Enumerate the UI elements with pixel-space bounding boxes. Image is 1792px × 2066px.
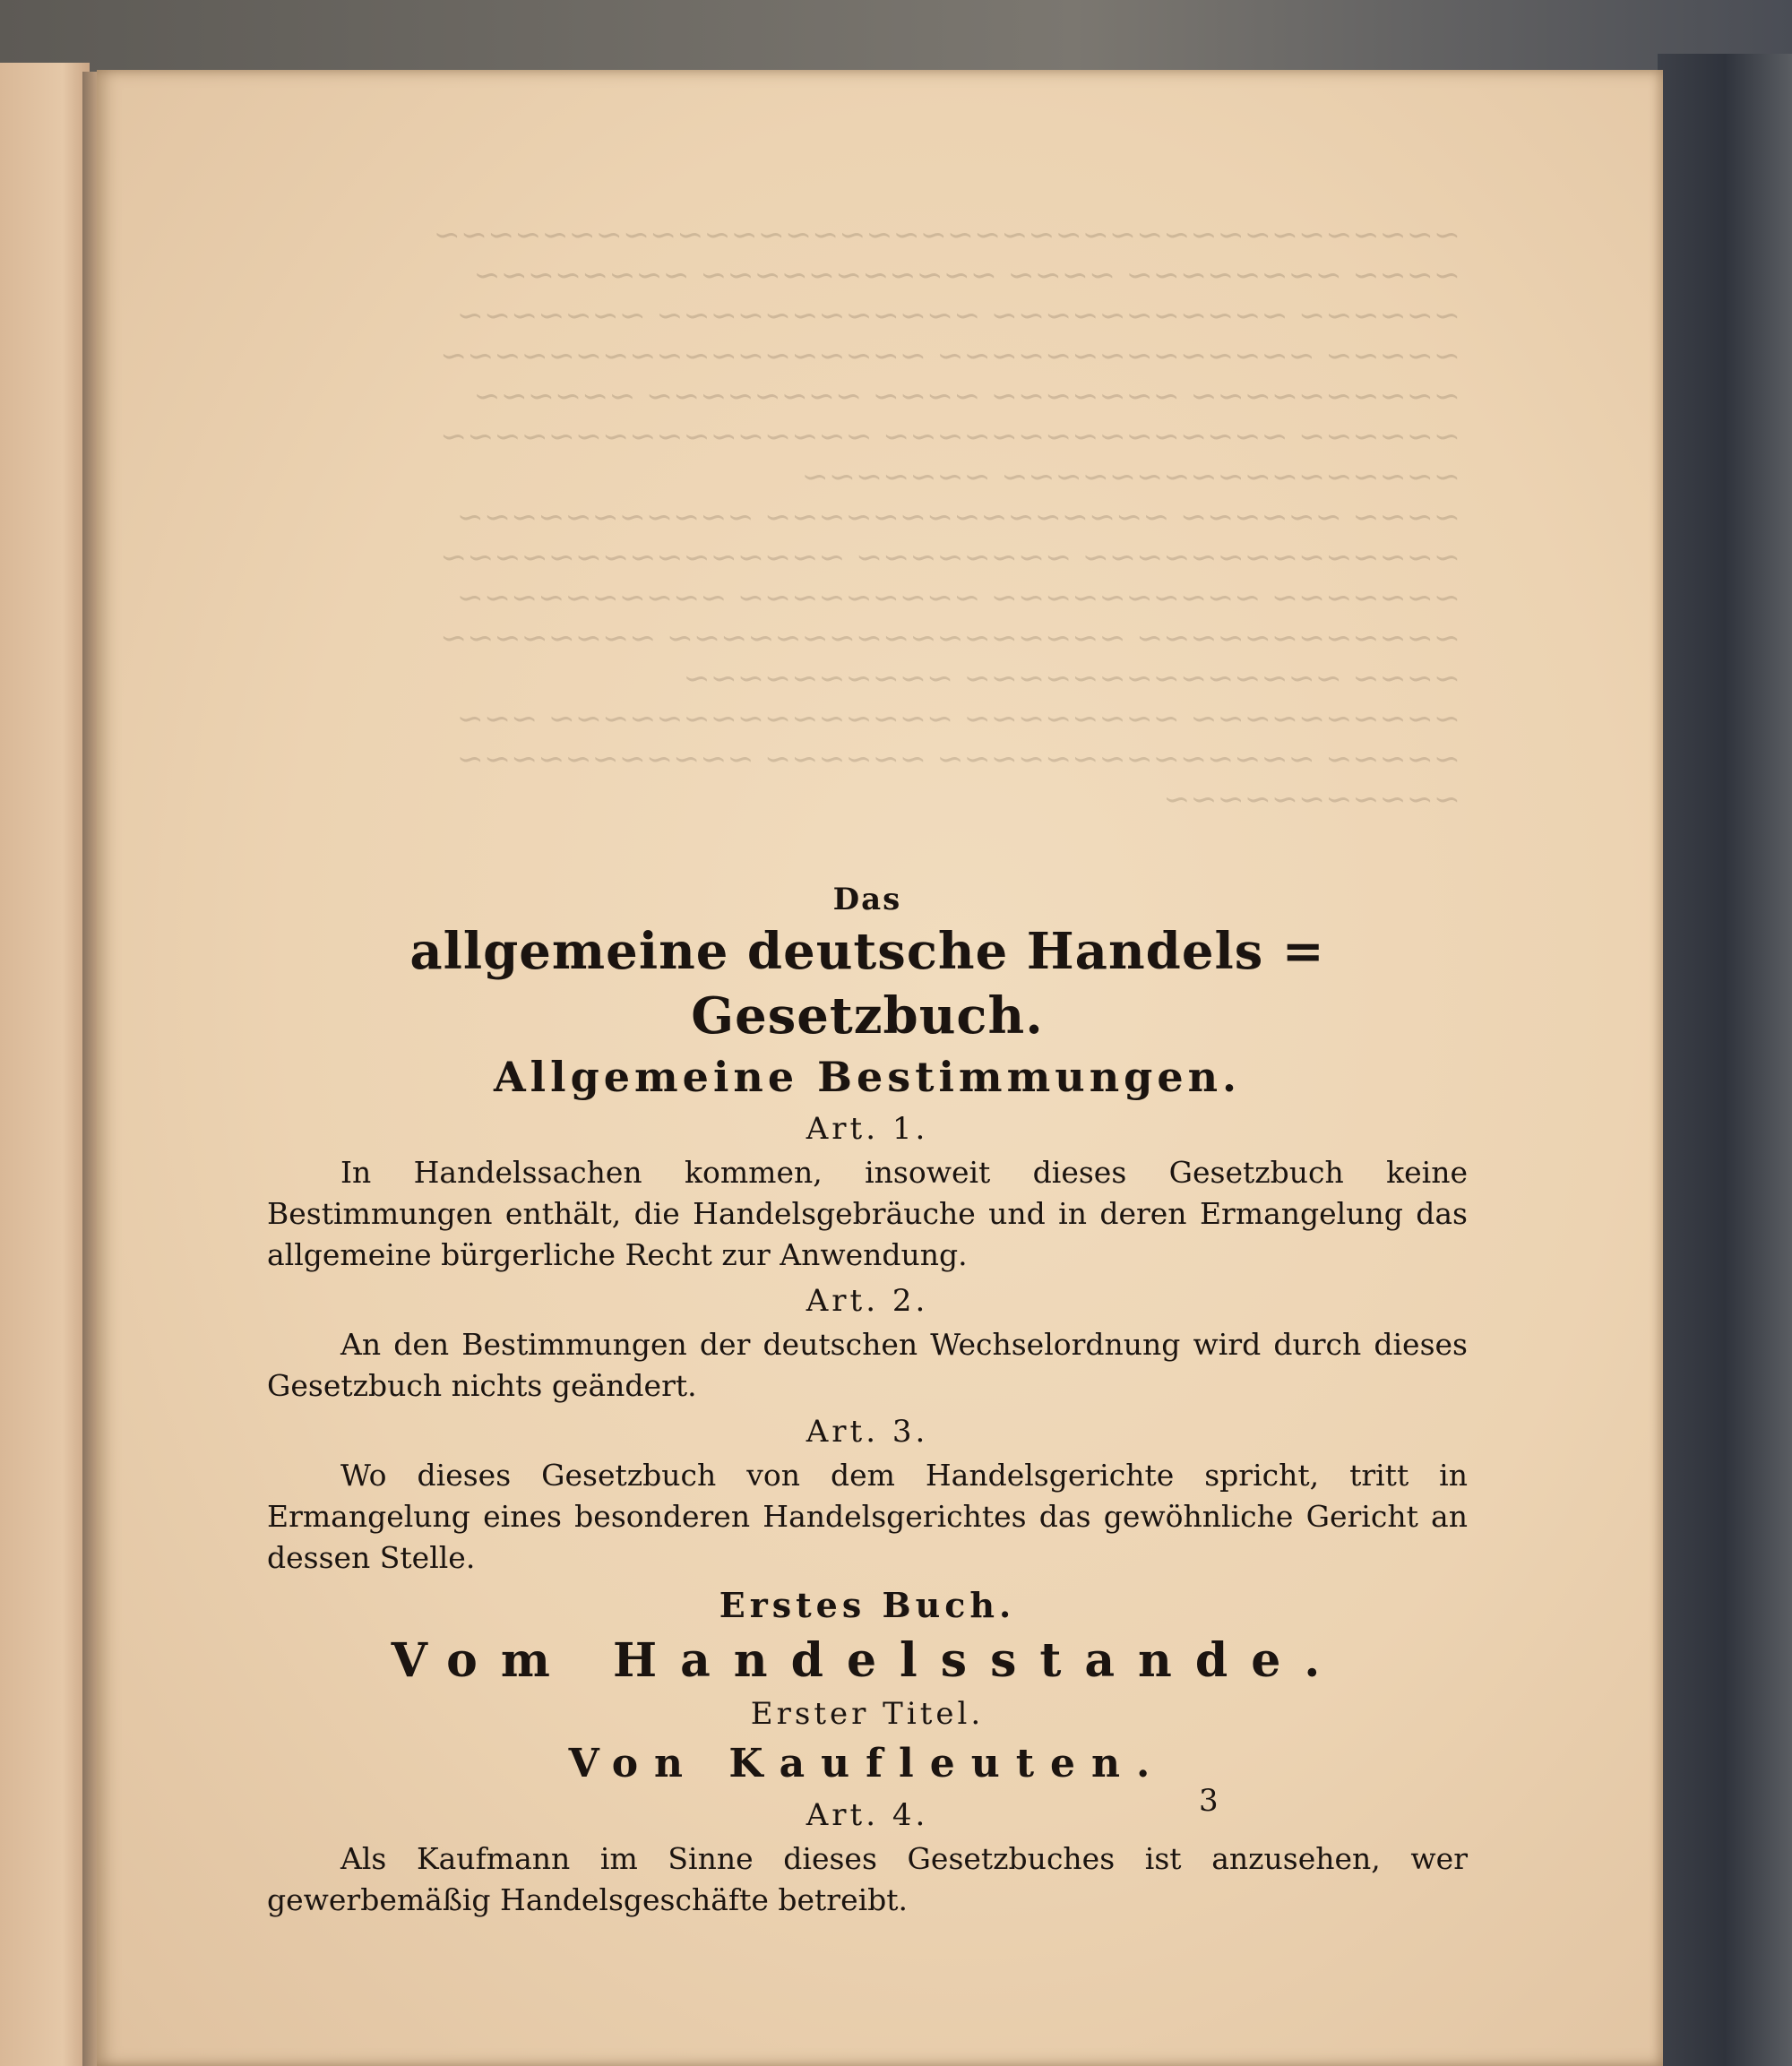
page-number: 3 xyxy=(1199,1783,1219,1819)
article-3-label: Art. 3. xyxy=(806,1414,929,1450)
article-1-label: Art. 1. xyxy=(806,1111,929,1147)
page-content xyxy=(267,880,1468,1923)
book-label: Erstes Buch. xyxy=(719,1585,1016,1625)
general-provisions-heading: Allgemeine Bestimmungen. xyxy=(493,1053,1242,1101)
book-cover-edge xyxy=(1658,54,1792,2066)
code-title: allgemeine deutsche Handels = Gesetzbuch. xyxy=(409,922,1325,1046)
facing-page-edge xyxy=(0,63,90,2066)
chapter-title: Von Kaufleuten. xyxy=(568,1741,1167,1786)
article-2-label: Art. 2. xyxy=(806,1283,929,1319)
article-3-text: Wo dieses Gesetzbuch von dem Handelsgerichte spricht, tritt in Ermangelung eines besonderen Handelsgerichtes das gewöhnliche Gericht an dessen Stelle. xyxy=(267,1458,1468,1575)
article-2-text: An den Bestimmungen der deutschen Wechselordnung wird durch dieses Gesetzbuch nichts geändert. xyxy=(267,1327,1468,1403)
article-4-text: Als Kaufmann im Sinne dieses Gesetzbuches ist anzusehen, wer gewerbemäßig Handelsgeschäfte betreibt. xyxy=(267,1841,1468,1917)
chapter-label: Erster Titel. xyxy=(750,1696,985,1732)
book-title: Vom Handelsstande. xyxy=(391,1633,1344,1688)
heading-das: Das xyxy=(832,882,902,917)
article-1-text: In Handelssachen kommen, insoweit dieses Gesetzbuch keine Bestimmungen enthält, die Handelsgebräuche und in deren Ermangelung das allgemeine bürgerliche Recht zur Anwendung. xyxy=(267,1155,1468,1272)
article-4-label: Art. 4. xyxy=(806,1797,929,1833)
bleed-through-text: ~~~~~~~~~~~~~~~~~~~~~~~~~~~~~~~~~~~~~~ ~~~~ ~~~~~~~~ ~~~~ ~~~~~~~~~~~ ~~~~~~~~ ~~~~~~ ~~~~~~~~~~~ ~~~~~~~~~~~~ ~~~~~~~ ~~~~~ ~~~~~~~~~~~~~~ ~~~~~~~~~~~~~~~~~~ ~~~~~~~~~~ ~~~~~~~ ~~~~ ~~~~~~~~ ~~~~~~ ~~~~~~ ~~~~~~~~~~~~~~~ ~~~~~~~~~~~~~~~~ ~~~~~~~~~~~~~~~~~ ~~~~~~~ ~~~~ ~~~~~~ ~~~~~~~~~~~~~~~ ~~~~~~~~~~~ ~~~~~~~~~~~~~~ ~~~~~~~~ ~~~~~~~~~~~~~~~ ~~~~~~~ ~~~~~~~~~~ ~~~~~~~~~ ~~~~~~~~~~ ~~~~~~~~~~~~ ~~~~~~~~~~~~~~~~~ ~~~~~~~~ ~~~~ ~~~~~~~~~~~~~~ ~~~~~~~~~~ ~~~~~~~~~~ ~~~~~~~~ ~~~~~~~~~~~~~~~ ~~~ ~~~~~ ~~~~~~~~~~~~~~ ~~~~~~ ~~~~~~~~~~~ ~~~~~~~~~~~ xyxy=(433,217,1460,818)
